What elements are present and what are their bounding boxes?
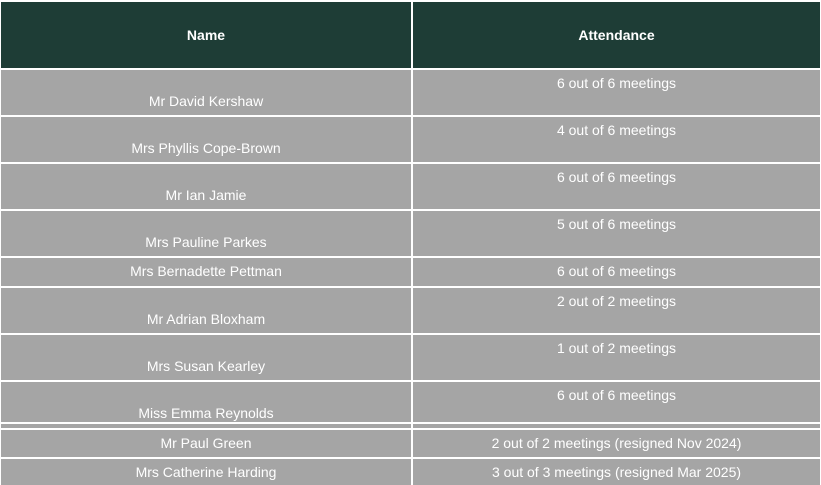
row-name: Mrs Catherine Harding <box>135 464 277 480</box>
row-name: Mr David Kershaw <box>148 93 264 109</box>
header-attendance-cell <box>413 2 820 68</box>
row-name: Mrs Pauline Parkes <box>145 234 267 250</box>
row-attendance: 6 out of 6 meetings <box>556 75 677 91</box>
row-attendance: 5 out of 6 meetings <box>556 216 677 232</box>
table-spacer-row <box>1 424 411 428</box>
table-row-attendance-cell <box>413 117 820 162</box>
row-name: Miss Emma Reynolds <box>138 405 274 421</box>
table-row-attendance-cell <box>413 164 820 209</box>
table-row-name-cell <box>1 211 411 256</box>
row-attendance: 1 out of 2 meetings <box>556 340 677 356</box>
header-attendance: Attendance <box>578 27 655 43</box>
table-row-name-cell <box>1 288 411 333</box>
table-row-attendance-cell <box>413 288 820 333</box>
row-attendance: 6 out of 6 meetings <box>556 387 677 403</box>
row-attendance: 6 out of 6 meetings <box>556 263 677 279</box>
row-name: Mr Paul Green <box>160 435 252 451</box>
row-attendance: 2 out of 2 meetings <box>556 293 677 309</box>
row-attendance: 4 out of 6 meetings <box>556 122 677 138</box>
table-row-name-cell <box>1 430 411 457</box>
header-name: Name <box>186 27 226 43</box>
row-name: Mr Adrian Bloxham <box>146 311 266 327</box>
table-row-name-cell <box>1 335 411 380</box>
row-name: Mrs Susan Kearley <box>146 358 266 374</box>
table-row-attendance-cell <box>413 430 820 457</box>
row-attendance: 6 out of 6 meetings <box>556 169 677 185</box>
table-row-name-cell <box>1 70 411 115</box>
table-row-name-cell <box>1 459 411 485</box>
table-row-name-cell <box>1 117 411 162</box>
header-name-cell <box>1 2 411 68</box>
table-row-attendance-cell <box>413 70 820 115</box>
table-row-attendance-cell <box>413 382 820 422</box>
row-name: Mrs Phyllis Cope-Brown <box>131 140 281 156</box>
row-name: Mrs Bernadette Pettman <box>130 263 282 279</box>
table-row-name-cell <box>1 164 411 209</box>
table-row-name-cell <box>1 382 411 422</box>
table-spacer-row <box>413 424 820 428</box>
table-row-attendance-cell <box>413 258 820 286</box>
row-name: Mr Ian Jamie <box>165 187 247 203</box>
row-attendance: 2 out of 2 meetings (resigned Nov 2024) <box>491 435 742 451</box>
table-row-attendance-cell <box>413 459 820 485</box>
table-row-attendance-cell <box>413 211 820 256</box>
table-row-name-cell <box>1 258 411 286</box>
row-attendance: 3 out of 3 meetings (resigned Mar 2025) <box>491 464 742 480</box>
table-row-attendance-cell <box>413 335 820 380</box>
